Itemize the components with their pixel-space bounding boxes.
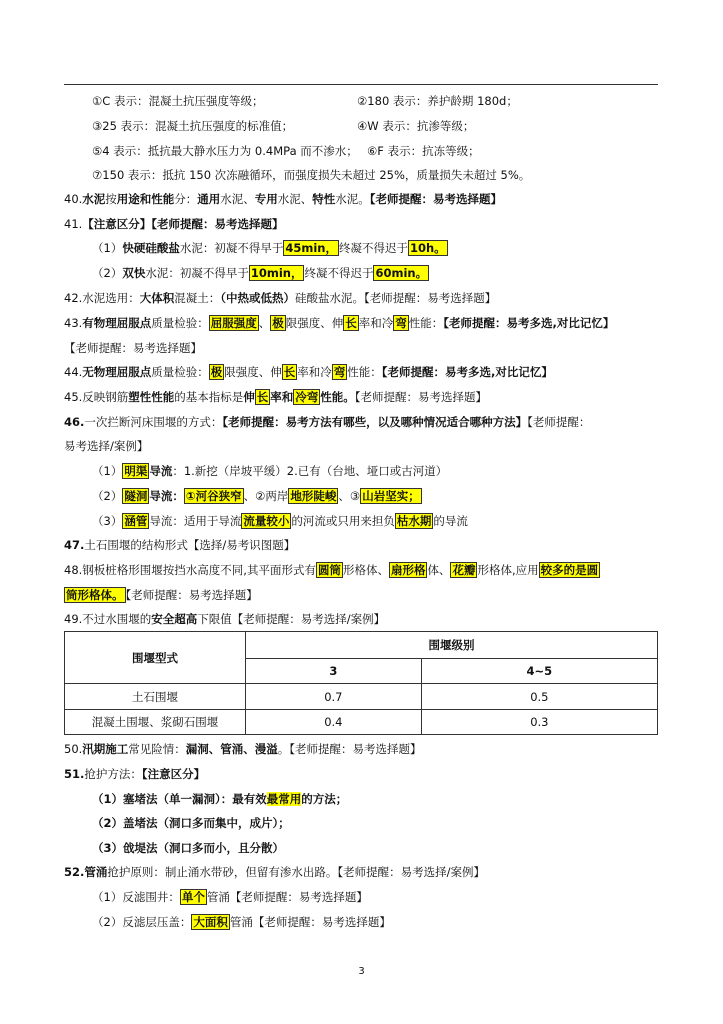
table-header-type: 围堰型式 [65, 632, 246, 684]
item-40: 40.水泥按用途和性能分：通用水泥、专用水泥、特性水泥。【老师提醒：易考选择题】 [64, 192, 503, 206]
item-46-cont: 易考选择/案例】 [64, 439, 149, 453]
item-51-1: （1）塞堵法（单一漏洞）：最有效最常用的方法； [92, 792, 348, 806]
table-header-level-4-5: 4~5 [421, 659, 657, 684]
item-46-1: （1） 明渠 导流：1.新挖（岸坡平缓）2.已有（台地、垭口或古河道） [92, 464, 448, 478]
item-48: 48.钢板桩格形围堰按挡水高度不同,其平面形式有 圆筒 形格体、 扇形格 体、 花瓣 形格体,应用 较多的是圆 [64, 563, 599, 577]
text-line: ②180 表示：养护龄期 180d； [357, 94, 518, 108]
item-46-3: （3） 涵管 导流：适用于导流 流量较小 的河流或只用来担负 枯水期 的导流 [92, 514, 468, 528]
item-41-1: （1）快硬硅酸盐水泥：初凝不得早于 45min， 终凝不得迟于 10h。 [92, 241, 446, 255]
table-row: 土石围堰 0.7 0.5 [65, 684, 658, 710]
page-number: 3 [358, 966, 365, 977]
item-44: 44.无物理屈服点质量检验： 极 限强度、伸 长 率和冷 弯 性能：【老师提醒：易考多选,对比记忆】 [64, 365, 553, 379]
item-51: 51.抢护方法：【注意区分】 [64, 767, 206, 781]
item-50: 50.汛期施工常见险情：漏洞、管涌、漫溢。【老师提醒：易考选择题】 [64, 742, 422, 756]
text-line: ①C 表示：混凝土抗压强度等级； [92, 94, 264, 108]
item-42: 42.水泥选用：大体积混凝土：（中热或低热）硅酸盐水泥。【老师提醒：易考选择题】 [64, 291, 497, 305]
item-49: 49.不过水围堰的安全超高下限值【老师提醒：易考选择/案例】 [64, 612, 386, 626]
text-line: ⑦150 表示：抵抗 150 次冻融循环，而强度损失未超过 25%，质量损失未超过 5%。 [92, 168, 531, 182]
item-52-2: （2）反滤层压盖： 大面积 管涌【老师提醒：易考选择题】 [92, 915, 391, 929]
item-45: 45.反映钢筋塑性性能的基本指标是伸 长 率和 冷弯 性能。【老师提醒：易考选择题】 [64, 390, 488, 404]
item-46-2: （2） 隧洞 导流： ①河谷狭窄 、②两岸 地形陡峻 、③ 山岩坚实； [92, 489, 420, 503]
table-header-level: 围堰级别 [246, 632, 658, 659]
header-rule [64, 84, 658, 85]
item-43-cont: 【老师提醒：易考选择题】 [64, 341, 202, 355]
text-line: ③25 表示：混凝土抗压强度的标准值； [92, 119, 294, 133]
item-41-2: （2）双快水泥：初凝不得早于 10min， 终凝不得迟于 60min。 [92, 266, 428, 280]
cofferdam-table [64, 631, 658, 735]
table-header-level-3: 3 [246, 659, 422, 684]
text-line: ⑥F 表示：抗冻等级； [367, 144, 480, 158]
item-51-2: （2）盖堵法（洞口多而集中，成片）； [92, 816, 290, 830]
text-line: ⑤4 表示：抵抗最大静水压力为 0.4MPa 而不渗水； [92, 144, 358, 158]
item-51-3: （3）戗堤法（洞口多而小，且分散） [92, 841, 284, 855]
item-52: 52.管涌抢护原则：制止涌水带砂，但留有渗水出路。【老师提醒：易考选择/案例】 [64, 865, 485, 879]
item-46: 46.一次拦断河床围堰的方式：【老师提醒：易考方法有哪些，以及哪种情况适合哪种方法】【老师提醒： [64, 415, 591, 429]
item-52-1: （1）反滤围井： 单个 管涌【老师提醒：易考选择题】 [92, 890, 368, 904]
item-48-cont: 筒形格体。 【老师提醒：易考选择题】 [66, 588, 258, 602]
item-41: 41.【注意区分】【老师提醒：易考选择题】 [64, 217, 284, 231]
text-line: ④W 表示：抗渗等级； [357, 119, 475, 133]
item-47: 47.土石围堰的结构形式【选择/易考识图题】 [64, 538, 296, 552]
item-43: 43.有物理屈服点质量检验： 屈服强度 、 极 限强度、伸 长 率和冷 弯 性能：【老师提醒：易考多选,对比记忆】 [64, 316, 615, 330]
table-row: 混凝土围堰、浆砌石围堰 0.4 0.3 [65, 710, 658, 735]
